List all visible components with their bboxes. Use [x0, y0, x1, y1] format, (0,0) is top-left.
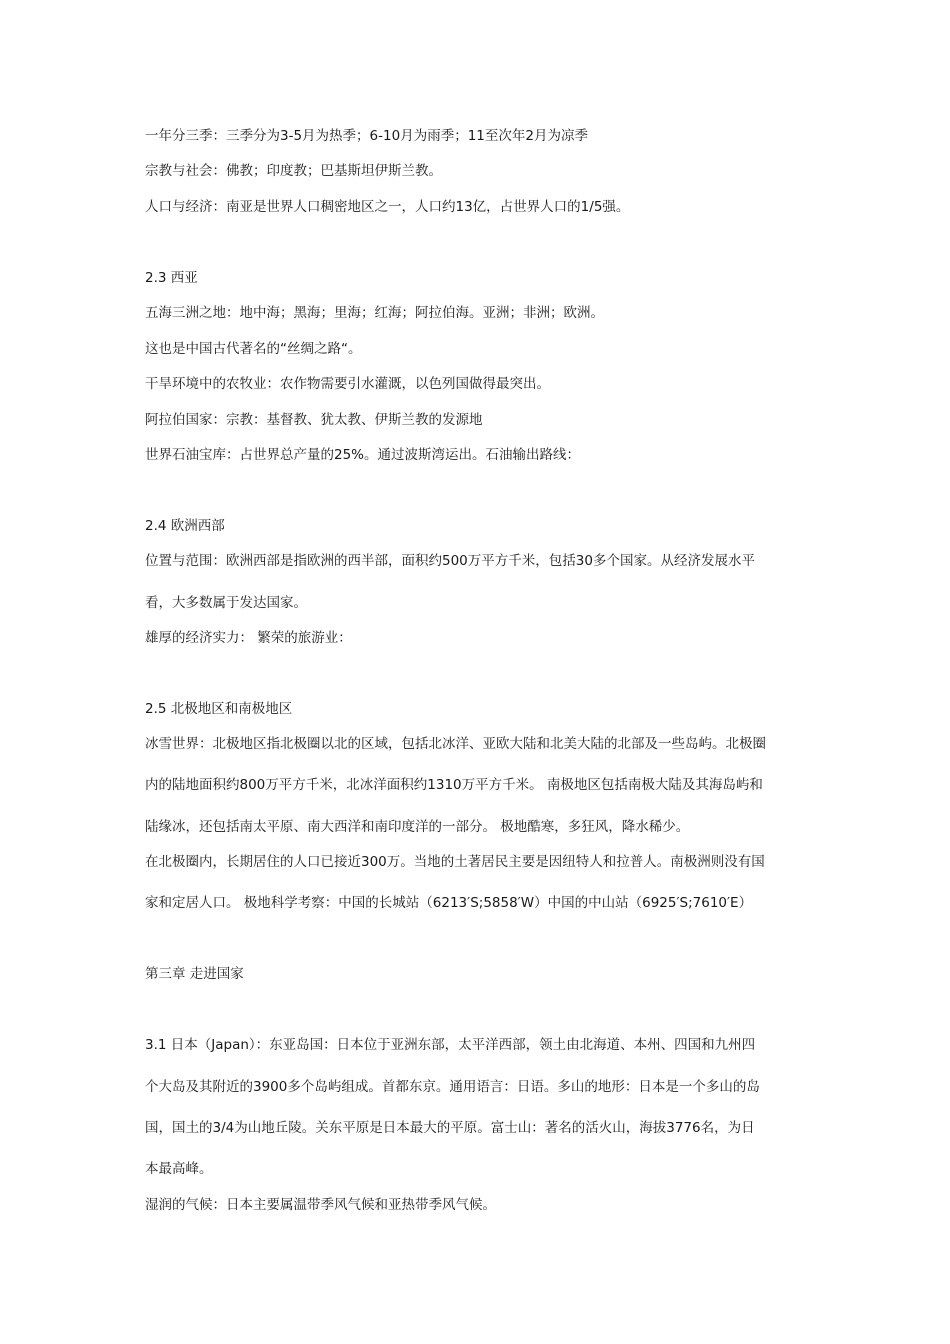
text-line-five-seas: 五海三洲之地：地中海；黑海；里海；红海；阿拉伯海。亚洲；非洲；欧洲。: [145, 305, 604, 321]
text-line-religion: 宗教与社会：佛教；印度教；巴基斯坦伊斯兰教。: [145, 163, 442, 179]
text-line-agriculture: 干旱环境中的农牧业：农作物需要引水灌溉，以色列国做得最突出。: [145, 376, 550, 392]
text-line-developed: 看，大多数属于发达国家。: [145, 595, 307, 611]
text-line-climate: 湿润的气候：日本主要属温带季风气候和亚热带季风气候。: [145, 1197, 496, 1213]
text-line-seasons: 一年分三季：三季分为3-5月为热季；6-10月为雨季；11至次年2月为凉季: [145, 128, 588, 144]
text-line-arctic-people-2: 家和定居人口。 极地科学考察：中国的长城站（6213′S;5858′W）中国的中山站（6925′S;7610′E）: [145, 895, 753, 911]
text-line-japan-2: 个大岛及其附近的3900多个岛屿组成。首都东京。通用语言：日语。多山的地形：日本是一个多山的岛: [145, 1079, 760, 1095]
text-line-ice-world-3: 陆缘冰，还包括南太平原、南大西洋和南印度洋的一部分。 极地酷寒，多狂风，降水稀少。: [145, 819, 690, 835]
text-line-location: 位置与范围：欧洲西部是指欧洲的西半部，面积约500万平方千米，包括30多个国家。从经济发展水平: [145, 553, 755, 569]
section-heading-polar: 2.5 北极地区和南极地区: [145, 701, 293, 717]
chapter-heading: 第三章 走进国家: [145, 966, 244, 982]
section-heading-western-europe: 2.4 欧洲西部: [145, 518, 225, 534]
text-line-ice-world-1: 冰雪世界：北极地区指北极圈以北的区域，包括北冰洋、亚欧大陆和北美大陆的北部及一些岛屿。北极圈: [145, 736, 766, 752]
text-line-oil: 世界石油宝库：占世界总产量的25%。通过波斯湾运出。石油输出路线：: [145, 447, 581, 463]
text-line-arctic-people-1: 在北极圈内，长期居住的人口已接近300万。当地的土著居民主要是因纽特人和拉普人。南极洲则没有国: [145, 854, 765, 870]
text-line-silk-road: 这也是中国古代著名的“丝绸之路“。: [145, 341, 362, 357]
text-line-population: 人口与经济：南亚是世界人口稠密地区之一，人口约13亿，占世界人口的1/5强。: [145, 199, 630, 215]
text-line-japan-4: 本最高峰。: [145, 1161, 213, 1177]
section-heading-west-asia: 2.3 西亚: [145, 270, 198, 286]
text-line-japan-3: 国，国土的3/4为山地丘陵。关东平原是日本最大的平原。富士山：著名的活火山，海拔3776名，为日: [145, 1120, 755, 1136]
text-line-japan-1: 3.1 日本（Japan）：东亚岛国：日本位于亚洲东部，太平洋西部，领土由北海道、本州、四国和九州四: [145, 1037, 756, 1053]
text-line-economy: 雄厚的经济实力： 繁荣的旅游业：: [145, 630, 352, 646]
text-line-arab-countries: 阿拉伯国家：宗教：基督教、犹太教、伊斯兰教的发源地: [145, 412, 483, 428]
text-line-ice-world-2: 内的陆地面积约800万平方千米，北冰洋面积约1310万平方千米。 南极地区包括南极大陆及其海岛屿和: [145, 777, 763, 793]
